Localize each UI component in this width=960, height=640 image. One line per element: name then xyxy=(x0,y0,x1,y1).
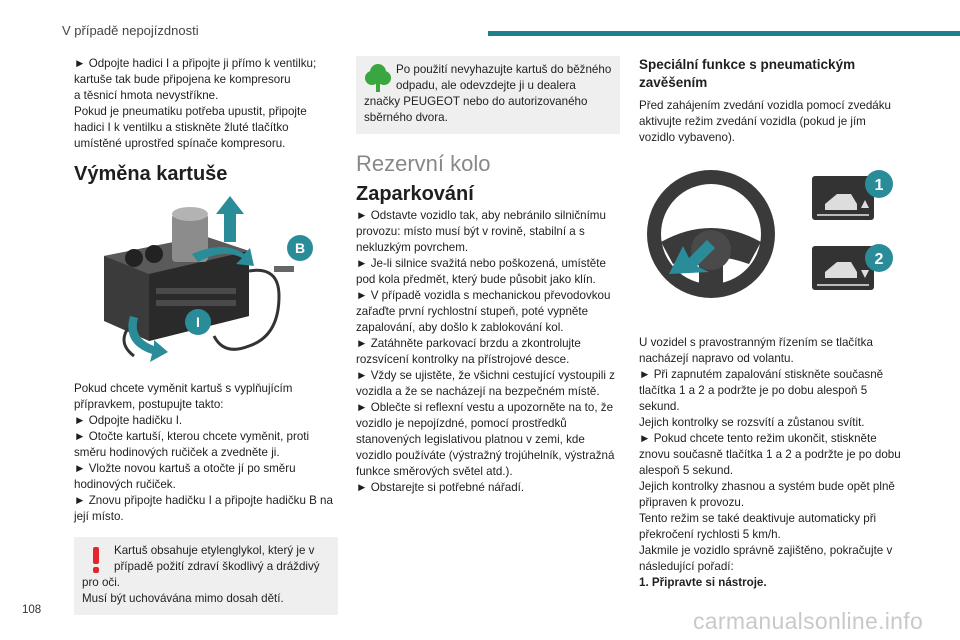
section-heading-cartridge: Výměna kartuše xyxy=(74,163,228,185)
exclamation-icon xyxy=(82,543,110,575)
page-number: 108 xyxy=(22,604,42,616)
column-1 xyxy=(74,56,338,615)
tree-icon xyxy=(364,62,392,94)
warning-text: Kartuš obsahuje etylenglykol, který je v případě požití zdraví škodlivý a dráždivý pro oči. Musí být uchovávána mimo dosah dětí. xyxy=(82,544,320,605)
cartridge-steps: Pokud chcete vyměnit kartuš s vyplňujícím přípravkem, postupujte takto: ► Odpojte hadičku I. ► Otočte kartuší, kterou chcete vyměnit, proti směru hodinových ručiček a zvedněte ji. ► Vložte novou kartuš a otočte jí po směru hodinových ručiček. ► Znovu připojte hadičku I a připojte hadičku B na její místo. xyxy=(74,382,333,523)
steering-wheel-illustration xyxy=(639,154,903,329)
label-b-badge xyxy=(287,235,313,261)
column-2 xyxy=(356,56,620,496)
eco-note xyxy=(356,56,620,134)
header-accent-bar xyxy=(488,31,960,36)
watermark: carmanualsonline.info xyxy=(693,608,924,634)
hose-connector xyxy=(274,266,294,272)
column-3 xyxy=(639,56,903,591)
svg-text:2: 2 xyxy=(874,251,884,268)
svg-text:I: I xyxy=(196,314,200,330)
eco-text: Po použití nevyhazujte kartuš do běžného odpadu, ale odevzdejte ji u dealera značky PEUGEOT nebo do autorizovaného sběrného dvora. xyxy=(364,63,612,124)
label-2-badge xyxy=(865,244,893,272)
numbered-step-1: 1. Připravte si nástroje. xyxy=(639,576,767,589)
air-suspension-steps: U vozidel s pravostranným řízením se tlačítka nacházejí napravo od volantu. ► Při zapnutém zapalování stiskněte současně tlačítka 1 a 2 a podržte je po dobu alespoň 5 sekund. Jejich kontrolky se rozsvítí a zůstanou svítit. ► Pokud chcete tento režim ukončit, stiskněte znovu současně tlačítka 1 a 2 a podržte je po dobu alespoň 5 sekund. Jejich kontrolky zhasnou a systém bude opět plně připraven k provozu. Tento režim se také deaktivuje automaticky při překročení rychlosti 5 km/h. Jakmile je vozidlo správně zajištěno, pokračujte v následující pořadí: xyxy=(639,336,901,573)
arrow-up-icon xyxy=(216,196,244,242)
svg-text:B: B xyxy=(294,240,306,256)
section-heading-air-suspension: Speciální funkce s pneumatickým zavěšením xyxy=(639,57,856,90)
lift-button-1 xyxy=(812,176,874,220)
svg-text:1: 1 xyxy=(874,177,884,194)
intro-paragraph: ► Odpojte hadici I a připojte ji přímo k ventilku; kartuše tak bude připojena ke kompresoru a těsnicí hmota nevystříkne. Pokud je pneumatiku potřeba upustit, připojte hadici I k ventilku a stiskněte žluté tlačítko umístěné uprostřed spínače kompresoru. xyxy=(74,57,317,150)
section-title-spare-wheel: Rezervní kolo xyxy=(356,151,491,176)
lift-button-2 xyxy=(812,246,874,290)
header-title: V případě nepojízdnosti xyxy=(62,23,199,38)
section-heading-parking: Zaparkování xyxy=(356,183,474,205)
parking-steps: ► Odstavte vozidlo tak, aby nebránilo silničnímu provozu: místo musí být v rovině, stabilní a s nekluzkým povrchem. ► Je-li silnice svažitá nebo poškozená, umístěte pod kola předmět, který bude působit jako klín. ► V případě vozidla s mechanickou převodovkou zařaďte první rychlostní stupeň, poté vypněte zapalování, aby došlo k zablokování kol. ► Zatáhněte parkovací brzdu a zkontrolujte rozsvícení kontrolky na přístrojové desce. ► Vždy se ujistěte, že všichni cestující vystoupili z vozidla a že se nacházejí na bezpečném místě. ► Oblečte si reflexní vestu a upozorněte na to, že vozidlo je nepojízdné, pomocí prostředků stanovených legislativou platnou v zemi, kde vozidlo používáte (výstražný trojúhelník, výstražná funkce směrových světel atd.). ► Obstarejte si potřebné nářadí. xyxy=(356,209,615,494)
compressor-illustration xyxy=(74,196,338,371)
warning-note xyxy=(74,537,338,615)
steering-wheel-icon xyxy=(647,170,775,298)
label-i-badge xyxy=(185,309,211,335)
air-suspension-intro: Před zahájením zvedání vozidla pomocí zvedáku aktivujte režim zvedání vozidla (pokud je jím vozidlo vybaveno). xyxy=(639,99,891,144)
label-1-badge xyxy=(865,170,893,198)
